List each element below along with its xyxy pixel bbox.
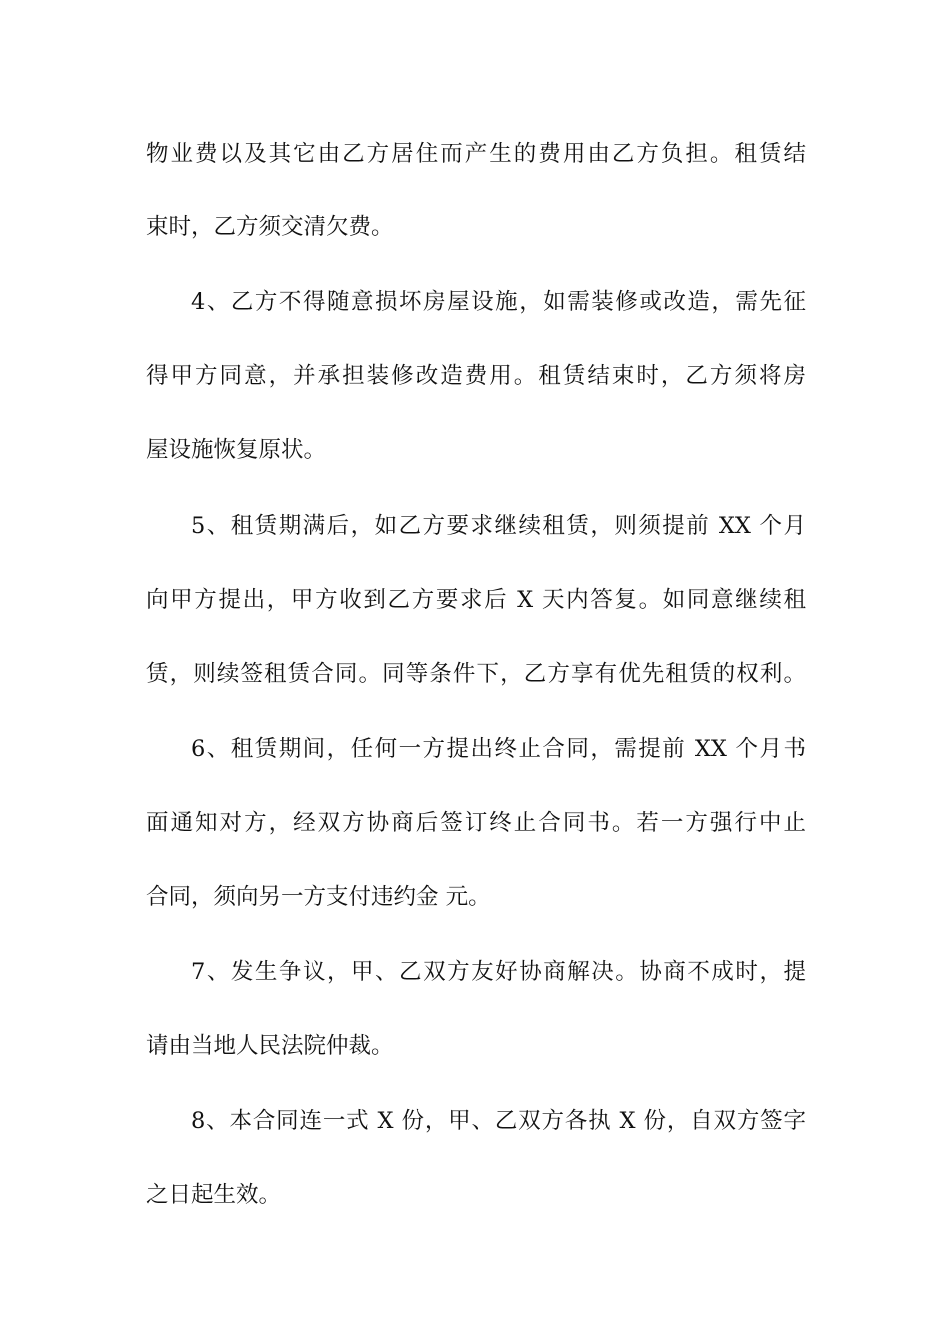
text-line: 面通知对方，经双方协商后签订终止合同书。若一方强行中止: [146, 810, 806, 836]
text-line: 请由当地人民法院仲裁。: [146, 1033, 394, 1059]
text-line: 合同，须向另一方支付违约金 元。: [146, 884, 491, 910]
text-line: 4、乙方不得随意损坏房屋设施，如需装修或改造，需先征: [191, 289, 806, 315]
text-line: 5、租赁期满后，如乙方要求继续租赁，则须提前 XX 个月: [191, 513, 806, 539]
text-line: 屋设施恢复原状。: [146, 437, 327, 463]
text-line: 7、发生争议，甲、乙双方友好协商解决。协商不成时，提: [191, 959, 806, 985]
text-line: 赁，则续签租赁合同。同等条件下，乙方享有优先租赁的权利。: [146, 661, 806, 687]
text-line: 之日起生效。: [146, 1182, 282, 1208]
text-line: 向甲方提出，甲方收到乙方要求后 X 天内答复。如同意继续租: [146, 587, 806, 613]
text-line: 6、租赁期间，任何一方提出终止合同，需提前 XX 个月书: [191, 736, 806, 762]
text-line: 物业费以及其它由乙方居住而产生的费用由乙方负担。租赁结: [146, 141, 806, 167]
text-line: 束时，乙方须交清欠费。: [146, 214, 394, 240]
text-line: 8、本合同连一式 X 份，甲、乙双方各执 X 份，自双方签字: [191, 1108, 806, 1134]
text-line: 得甲方同意，并承担装修改造费用。租赁结束时，乙方须将房: [146, 363, 806, 389]
